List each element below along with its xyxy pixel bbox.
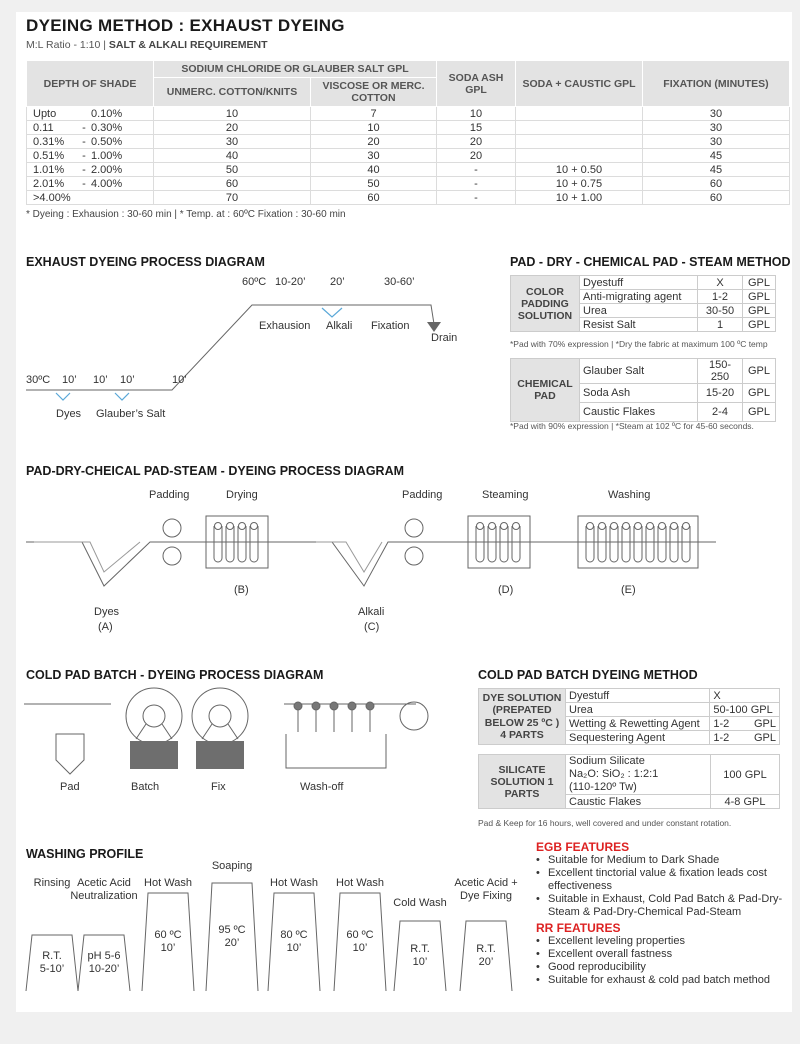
dye-row-1-name: Urea — [566, 703, 710, 717]
pad-trough — [56, 734, 84, 774]
dye-row-0-val: X — [710, 689, 780, 703]
wash-step-values — [26, 950, 78, 976]
depth-sep: - — [82, 135, 86, 148]
salt-marker — [115, 393, 129, 400]
wash-step-time: 10’ — [352, 942, 368, 954]
wash-step-time: 20’ — [478, 956, 494, 968]
dye-row-0-name: Dyestuff — [566, 689, 710, 703]
wash-step-time: 10’ — [412, 956, 428, 968]
dyes-marker — [56, 393, 70, 400]
chem_rows-unit: GPL — [743, 359, 776, 384]
wash-step-time: 5-10’ — [39, 963, 65, 975]
step-1: 10’ — [62, 374, 77, 386]
chem_rows-val: 150-250 — [698, 359, 743, 384]
wash-step-temp: R.T. — [410, 943, 430, 955]
silicate-solution-table — [478, 754, 780, 809]
washing-title: WASHING PROFILE — [26, 847, 144, 861]
chem_rows-unit: GPL — [743, 403, 776, 422]
silicate-caustic-val: 4-8 GPL — [711, 795, 780, 809]
padding-roll-bottom-2 — [405, 547, 423, 565]
stage-b: (B) — [234, 584, 249, 596]
unmerc-cell: 20 — [154, 121, 311, 135]
washoff-tank — [286, 734, 386, 768]
dye-row-2-unit: GPL — [753, 717, 776, 730]
fix-stand-left — [202, 724, 212, 739]
dye-label-4: 4 PARTS — [500, 729, 544, 741]
festoon-loop — [500, 526, 508, 562]
dye-label-1: DYE SOLUTION — [482, 691, 562, 704]
festoon-loop — [622, 526, 630, 562]
fix-block — [196, 741, 244, 769]
th-fix: FIXATION (MINUTES) — [643, 61, 790, 107]
dye-solution-label — [479, 689, 566, 745]
egb-list — [536, 854, 788, 919]
unmerc-cell: 60 — [154, 177, 311, 191]
wash-step-temp: R.T. — [476, 943, 496, 955]
depth-cell — [27, 191, 154, 205]
stage-e: (E) — [621, 584, 636, 596]
chem_rows-row — [511, 359, 776, 384]
batch-roll-outer — [126, 688, 182, 744]
step-2: 10’ — [93, 374, 108, 386]
exhausion-label: Exhausion — [259, 320, 311, 332]
festoon-loop — [598, 526, 606, 562]
fabric-path-a — [26, 542, 206, 586]
wash-step-values — [394, 943, 446, 969]
depth-cell — [27, 135, 154, 149]
fixation-label: Fixation — [371, 320, 410, 332]
exhaust-dyeing-table — [26, 60, 790, 205]
festoon-loop — [214, 526, 222, 562]
wash-step-values — [460, 943, 512, 969]
chem_rows-val: 15-20 — [698, 384, 743, 403]
festoon-roller — [251, 523, 258, 530]
viscose-cell: 40 — [311, 163, 437, 177]
festoon-roller — [587, 523, 594, 530]
dye-row-2-name: Wetting & Rewetting Agent — [566, 717, 710, 731]
fixation-cell: 60 — [643, 177, 790, 191]
padding-roll-bottom-1 — [163, 547, 181, 565]
depth-to: 0.10% — [91, 107, 123, 120]
pdcps-title: PAD - DRY - CHEMICAL PAD - STEAM METHOD — [510, 255, 791, 269]
cold-pad-batch-diagram — [16, 684, 456, 784]
caustic-cell: 10 + 0.50 — [516, 163, 643, 177]
egb-feature-item: • Excellent tinctorial value & fixation leads cost effectiveness — [536, 867, 788, 893]
glauber-label: Glauber’s Salt — [96, 408, 166, 420]
rr-feature-item: • Excellent overall fastness — [536, 948, 788, 961]
festoon-roller — [489, 523, 496, 530]
padding-roll-top-1 — [163, 519, 181, 537]
viscose-cell: 10 — [311, 121, 437, 135]
festoon-roller — [477, 523, 484, 530]
dye-row-2-num: 1-2 — [713, 717, 730, 730]
dye-label-2: (PREPATED — [492, 704, 552, 716]
exhaust-table-row — [27, 191, 790, 205]
color_rows-name: Dyestuff — [580, 276, 698, 290]
chem_rows-unit: GPL — [743, 384, 776, 403]
chem_rows-label: CHEMICAL PAD — [511, 359, 580, 422]
depth-to: 2.00% — [91, 163, 123, 176]
festoon-loop — [634, 526, 642, 562]
depth-from: 1.01% — [33, 163, 65, 176]
exhaust-diagram-title: EXHAUST DYEING PROCESS DIAGRAM — [26, 255, 265, 269]
cold-method-title: COLD PAD BATCH DYEING METHOD — [478, 668, 698, 682]
festoon-roller — [671, 523, 678, 530]
festoon-loop — [610, 526, 618, 562]
color_rows-label: COLOR PADDING SOLUTION — [511, 276, 580, 332]
subtitle-prefix: M:L Ratio - 1:10 | — [26, 39, 109, 51]
color-padding-note: *Pad with 70% expression | *Dry the fabric at maximum 100 ºC temp — [510, 339, 768, 349]
th-unmerc: UNMERC. COTTON/KNITS — [154, 78, 311, 107]
silicate-name-2: Na₂O: SiO₂ : 1:2:1 — [569, 768, 659, 780]
fixation-cell: 30 — [643, 135, 790, 149]
color_rows-val: 1-2 — [698, 290, 743, 304]
washing-label: Washing — [608, 489, 651, 501]
alkali-label: Alkali — [326, 320, 353, 332]
batch-stand-left — [136, 724, 146, 739]
fix-stand-right — [228, 724, 238, 739]
fix-roll-inner — [209, 705, 231, 727]
drying-label: Drying — [226, 489, 258, 501]
stage-c: (C) — [364, 621, 380, 633]
depth-from: Upto — [33, 107, 57, 120]
wash-step-label: Cold Wash — [393, 897, 447, 909]
padding-label-1: Padding — [149, 489, 190, 501]
color_rows-unit: GPL — [743, 304, 776, 318]
th-viscose: VISCOSE OR MERC. COTTON — [311, 78, 437, 107]
color_rows-unit: GPL — [743, 276, 776, 290]
depth-from: 0.11 — [33, 121, 54, 134]
depth-to: 0.30% — [91, 121, 123, 134]
th-salt: SODIUM CHLORIDE OR GLAUBER SALT GPL — [154, 61, 437, 78]
unmerc-cell: 70 — [154, 191, 311, 205]
color_rows-name: Resist Salt — [580, 318, 698, 332]
festoon-loop — [682, 526, 690, 562]
dyes-label: Dyes — [56, 408, 82, 420]
festoon-roller — [659, 523, 666, 530]
chem_rows-name: Glauber Salt — [580, 359, 698, 384]
festoon-loop — [512, 526, 520, 562]
pad-diagram-title: PAD-DRY-CHEICAL PAD-STEAM - DYEING PROCESS DIAGRAM — [26, 464, 405, 478]
depth-to: 1.00% — [91, 149, 123, 162]
unmerc-cell: 50 — [154, 163, 311, 177]
dye-row-3-name: Sequestering Agent — [566, 731, 710, 745]
fabric-path-c — [304, 542, 398, 586]
fix-label: Fix — [211, 781, 226, 793]
drain-label: Drain — [431, 332, 458, 344]
caustic-cell — [516, 121, 643, 135]
th-depth: DEPTH OF SHADE — [27, 61, 154, 107]
wash-step-temp: 80 ºC — [280, 929, 308, 941]
unmerc-cell: 10 — [154, 107, 311, 121]
color_rows-name: Urea — [580, 304, 698, 318]
batch-roll-inner — [143, 705, 165, 727]
step-5: 10-20’ — [275, 276, 306, 288]
festoon-roller — [647, 523, 654, 530]
fixation-cell: 60 — [643, 191, 790, 205]
wash-step-time: 10’ — [286, 942, 302, 954]
silicate-name — [566, 755, 711, 795]
depth-to: 0.50% — [91, 135, 123, 148]
washoff-label: Wash-off — [300, 781, 344, 793]
festoon-loop — [646, 526, 654, 562]
fixation-cell: 30 — [643, 107, 790, 121]
padding-label-2: Padding — [402, 489, 443, 501]
cold-method-note: Pad & Keep for 16 hours, well covered and under constant rotation. — [478, 818, 732, 828]
exhaust-table-row — [27, 177, 790, 191]
color_rows-val: X — [698, 276, 743, 290]
washoff-roller — [294, 702, 302, 710]
wash-step-temp: 60 ºC — [154, 929, 182, 941]
rr-feature-item: • Good reproducibility — [536, 961, 788, 974]
step-7: 30-60’ — [384, 276, 415, 288]
chem_rows-val: 2-4 — [698, 403, 743, 422]
unmerc-cell: 30 — [154, 135, 311, 149]
exhaust-table-note: * Dyeing : Exhausion : 30-60 min | * Temp. at : 60ºC Fixation : 30-60 min — [26, 209, 346, 220]
wash-step-values — [334, 929, 386, 955]
fixation-cell: 30 — [643, 121, 790, 135]
wash-step-label: Hot Wash — [270, 877, 318, 889]
chemical-pad-table — [510, 358, 776, 422]
temperature-profile-line — [26, 305, 434, 390]
alkali-label-c: Alkali — [358, 606, 385, 618]
steaming-label: Steaming — [482, 489, 529, 501]
depth-cell — [27, 163, 154, 177]
caustic-cell — [516, 135, 643, 149]
silicate-val: 100 GPL — [711, 755, 780, 795]
fixation-cell: 45 — [643, 163, 790, 177]
viscose-cell: 60 — [311, 191, 437, 205]
depth-from: 2.01% — [33, 177, 65, 190]
washoff-roller — [312, 702, 320, 710]
wash-step-values — [268, 929, 320, 955]
festoon-loop — [226, 526, 234, 562]
color_rows-unit: GPL — [743, 290, 776, 304]
color-padding-table — [510, 275, 776, 332]
festoon-loop — [658, 526, 666, 562]
th-caustic: SODA + CAUSTIC GPL — [516, 61, 643, 107]
exhaust-table-row — [27, 135, 790, 149]
caustic-cell: 10 + 1.00 — [516, 191, 643, 205]
temp-top: 60ºC — [242, 276, 267, 288]
washoff-roller — [366, 702, 374, 710]
depth-cell — [27, 149, 154, 163]
wash-step-temp: R.T. — [42, 950, 62, 962]
page-title: DYEING METHOD : EXHAUST DYEING — [26, 16, 345, 35]
exhaust-table-row — [27, 121, 790, 135]
chem_rows-name: Soda Ash — [580, 384, 698, 403]
festoon-roller — [623, 523, 630, 530]
festoon-roller — [599, 523, 606, 530]
rr-list — [536, 935, 788, 987]
color_rows-val: 30-50 — [698, 304, 743, 318]
festoon-loop — [670, 526, 678, 562]
depth-cell — [27, 107, 154, 121]
depth-cell — [27, 121, 154, 135]
batch-block — [130, 741, 178, 769]
dye-row-2-val — [710, 717, 780, 731]
festoon-roller — [683, 523, 690, 530]
viscose-cell: 50 — [311, 177, 437, 191]
wash-step-label: Acetic Acid Neutralization — [70, 877, 138, 902]
subtitle-bold: SALT & ALKALI REQUIREMENT — [108, 39, 268, 51]
unmerc-cell: 40 — [154, 149, 311, 163]
wash-step-values — [142, 929, 194, 955]
silicate-label: SILICATE SOLUTION 1 PARTS — [479, 755, 566, 809]
batch-label: Batch — [131, 781, 160, 793]
step-4: 10’ — [172, 374, 187, 386]
dye-row-1-val: 50-100 GPL — [710, 703, 780, 717]
stage-d: (D) — [498, 584, 514, 596]
egb-feature-item: • Suitable for Medium to Dark Shade — [536, 854, 788, 867]
fix-roll-outer — [192, 688, 248, 744]
festoon-loop — [476, 526, 484, 562]
exhaust-table-row — [27, 149, 790, 163]
soda-cell: 20 — [437, 135, 516, 149]
wash-step-time: 10’ — [160, 942, 176, 954]
wash-step-temp: 60 ºC — [346, 929, 374, 941]
soda-cell: 15 — [437, 121, 516, 135]
padding-roll-top-2 — [405, 519, 423, 537]
festoon-roller — [501, 523, 508, 530]
exhaust-table-row — [27, 107, 790, 121]
batch-stand-right — [162, 724, 172, 739]
th-soda: SODA ASH GPL — [437, 61, 516, 107]
festoon-loop — [586, 526, 594, 562]
wash-step-values — [206, 924, 258, 950]
festoon-roller — [215, 523, 222, 530]
exhaust-diagram — [16, 272, 486, 432]
page — [16, 12, 792, 1012]
dye-row-3-val — [710, 731, 780, 745]
chem_rows-name: Caustic Flakes — [580, 403, 698, 422]
alkali-marker — [322, 308, 342, 317]
festoon-roller — [635, 523, 642, 530]
depth-from: 0.51% — [33, 149, 65, 162]
soda-cell: - — [437, 177, 516, 191]
fixation-cell: 45 — [643, 149, 790, 163]
dye-row-3-num: 1-2 — [713, 731, 730, 744]
wash-step-label: Hot Wash — [336, 877, 384, 889]
washoff-roll — [400, 702, 428, 730]
wash-step-time: 10-20’ — [88, 963, 120, 975]
silicate-caustic: Caustic Flakes — [566, 795, 711, 809]
soda-cell: 10 — [437, 107, 516, 121]
festoon-roller — [227, 523, 234, 530]
washoff-roller — [348, 702, 356, 710]
soda-cell: - — [437, 163, 516, 177]
pad-label: Pad — [60, 781, 80, 793]
wash-step-label: Soaping — [211, 860, 253, 872]
page-subtitle — [26, 39, 268, 51]
wash-step-temp: 95 ºC — [218, 924, 246, 936]
cold-diagram-title: COLD PAD BATCH - DYEING PROCESS DIAGRAM — [26, 668, 324, 682]
viscose-cell: 20 — [311, 135, 437, 149]
dye-solution-table — [478, 688, 780, 745]
wash-step-label: Rinsing — [33, 877, 71, 889]
silicate-name-3: (110-120º Tw) — [569, 781, 637, 793]
wash-step-time: 20’ — [224, 937, 240, 949]
wash-step-values — [78, 950, 130, 976]
temp-start: 30ºC — [26, 374, 51, 386]
caustic-cell — [516, 149, 643, 163]
festoon-loop — [238, 526, 246, 562]
stage-a: (A) — [98, 621, 113, 633]
caustic-cell — [516, 107, 643, 121]
color_rows-row — [511, 276, 776, 290]
step-6: 20’ — [330, 276, 345, 288]
depth-to: 4.00% — [91, 177, 123, 190]
dye-label-3: BELOW 25 ºC ) — [484, 716, 560, 729]
depth-sep: - — [82, 121, 86, 134]
drain-arrow — [427, 322, 441, 332]
chemical-pad-note: *Pad with 90% expression | *Steam at 102 ºC for 45-60 seconds. — [510, 421, 754, 431]
silicate-name-1: Sodium Silicate — [569, 755, 645, 767]
viscose-cell: 7 — [311, 107, 437, 121]
depth-sep: - — [82, 163, 86, 176]
color_rows-name: Anti-migrating agent — [580, 290, 698, 304]
egb-feature-item: • Suitable in Exhaust, Cold Pad Batch & Pad-Dry-Steam & Pad-Dry-Chemical Pad-Steam — [536, 893, 788, 919]
washoff-roller — [330, 702, 338, 710]
depth-from: 0.31% — [33, 135, 65, 148]
depth-sep: - — [82, 177, 86, 190]
rr-feature-item: • Excellent leveling properties — [536, 935, 788, 948]
fabric-path-a2 — [34, 542, 140, 572]
egb-title: EGB FEATURES — [536, 840, 630, 854]
soda-cell: 20 — [437, 149, 516, 163]
dye-row-3-unit: GPL — [753, 731, 776, 744]
wash-step-temp: pH 5-6 — [87, 950, 121, 962]
color_rows-val: 1 — [698, 318, 743, 332]
fabric-path-c2 — [316, 542, 382, 572]
festoon-roller — [611, 523, 618, 530]
festoon-roller — [239, 523, 246, 530]
step-3: 10’ — [120, 374, 135, 386]
festoon-loop — [488, 526, 496, 562]
viscose-cell: 30 — [311, 149, 437, 163]
rr-title: RR FEATURES — [536, 921, 621, 935]
depth-cell — [27, 177, 154, 191]
soda-cell: - — [437, 191, 516, 205]
depth-sep: - — [82, 149, 86, 162]
festoon-roller — [513, 523, 520, 530]
exhaust-table-row — [27, 163, 790, 177]
rr-feature-item: • Suitable for exhaust & cold pad batch method — [536, 974, 788, 987]
color_rows-unit: GPL — [743, 318, 776, 332]
festoon-loop — [250, 526, 258, 562]
wash-step-label: Acetic Acid + Dye Fixing — [454, 877, 518, 902]
features — [536, 840, 788, 987]
caustic-cell: 10 + 0.75 — [516, 177, 643, 191]
wash-step-label: Hot Wash — [144, 877, 192, 889]
depth-from: >4.00% — [33, 191, 71, 204]
dyes-label-a: Dyes — [94, 606, 120, 618]
